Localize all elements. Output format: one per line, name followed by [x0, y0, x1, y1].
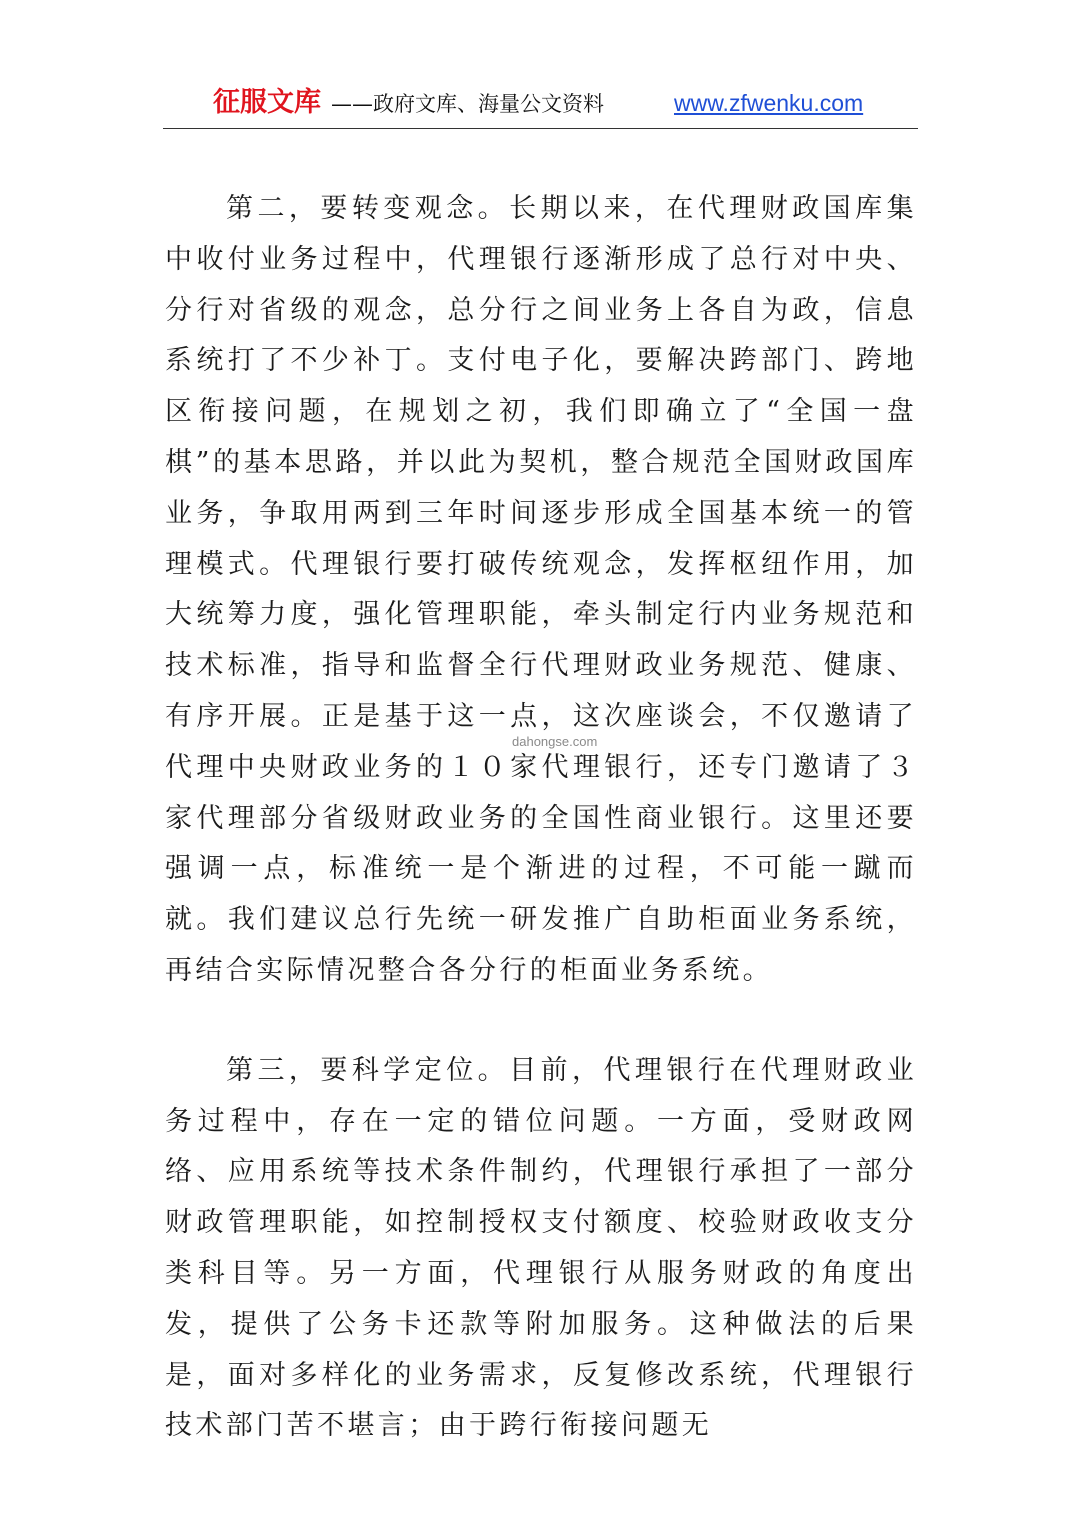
paragraph-second-point: 第二，要转变观念。长期以来，在代理财政国库集中收付业务过程中，代理银行逐渐形成了总行对中央、分行对省级的观念，总分行之间业务上各自为政，信息系统打了不少补丁。支付电子化，要解决跨部门、跨地区衔接问题，在规划之初，我们即确立了“全国一盘棋”的基本思路，并以此为契机，整合规范全国财政国库业务，争取用两到三年时间逐步形成全国基本统一的管理模式。代理银行要打破传统观念，发挥枢纽作用，加大统筹力度，强化管理职能，牵头制定行内业务规范和技术标准，指导和监督全行代理财政业务规范、健康、有序开展。正是基于这一点，这次座谈会，不仅邀请了代理中央财政业务的１０家代理银行，还专门邀请了３家代理部分省级财政业务的全国性商业银行。这里还要强调一点，标准统一是个渐进的过程，不可能一蹴而就。我们建议总行先统一研发推广自助柜面业务系统，再结合实际情况整合各分行的柜面业务系统。 [165, 193, 917, 986]
brand-logo-text: 征服文库 [213, 87, 321, 118]
site-url-link[interactable]: www.zfwenku.com [674, 90, 864, 116]
document-body [165, 184, 917, 1452]
page-header [163, 80, 918, 129]
watermark-text: dahongse.com [512, 734, 598, 749]
paragraph-third-point: 第三，要科学定位。目前，代理银行在代理财政业务过程中，存在一定的错位问题。一方面，受财政网络、应用系统等技术条件制约，代理银行承担了一部分财政管理职能，如控制授权支付额度、校验财政收支分类科目等。另一方面，代理银行从服务财政的角度出发，提供了公务卡还款等附加服务。这种做法的后果是，面对多样化的业务需求，反复修改系统，代理银行技术部门苦不堪言；由于跨行衔接问题无 [165, 1054, 917, 1442]
header-tagline: ——政府文库、海量公文资料 [331, 92, 604, 116]
